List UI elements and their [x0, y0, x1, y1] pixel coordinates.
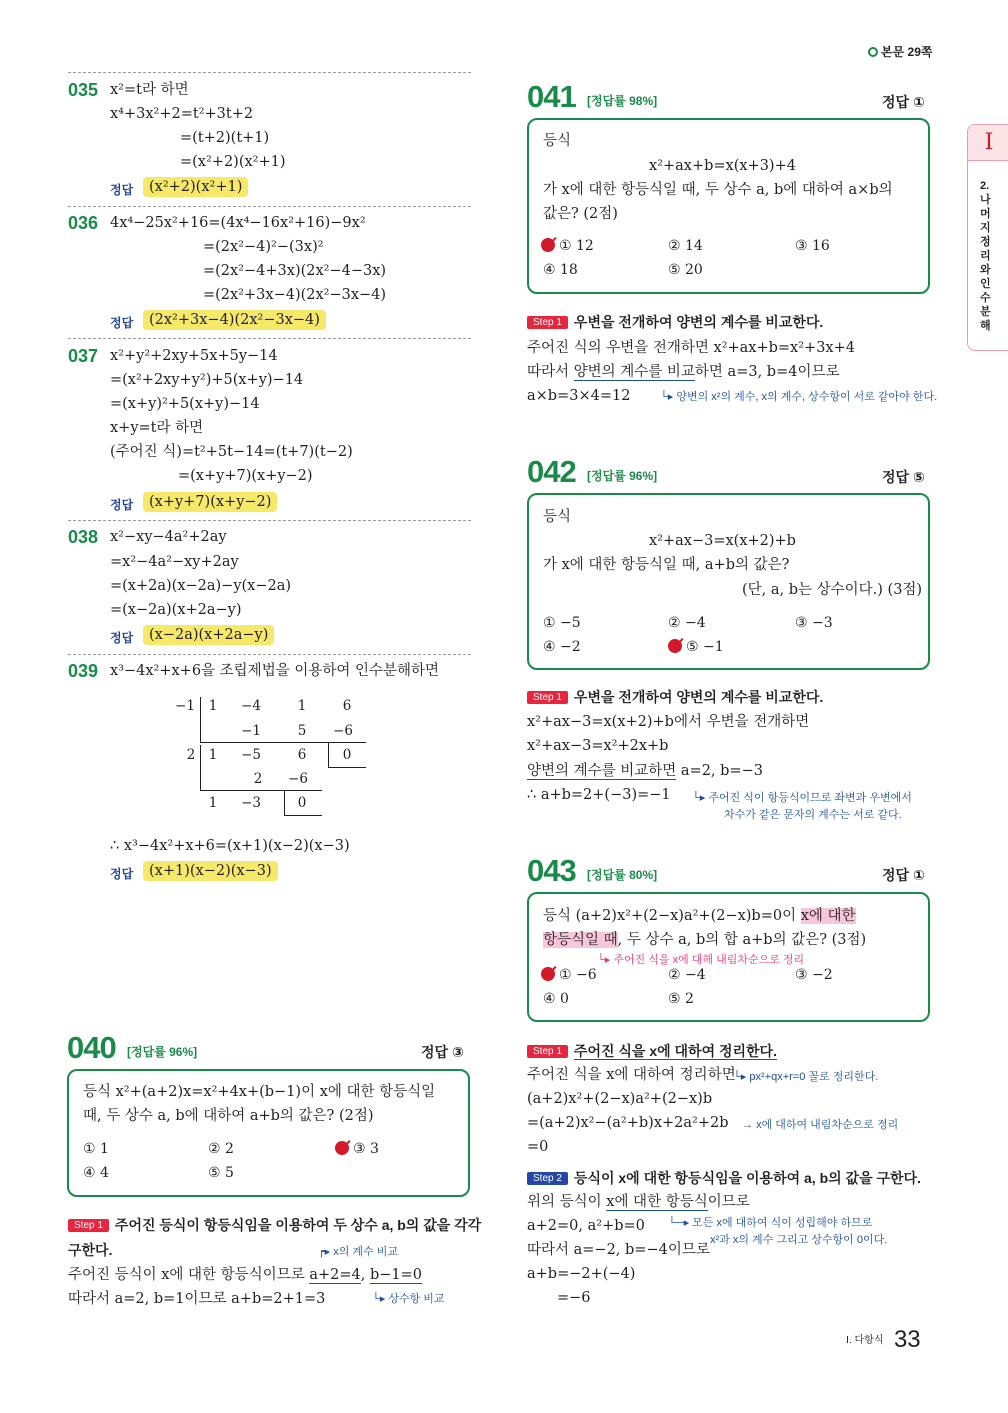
answer-highlight: (x²+2)(x²+1) — [143, 177, 248, 197]
choice-2[interactable]: ② 2 — [208, 1141, 234, 1157]
choice-3-checked[interactable]: ③ 3 — [335, 1141, 379, 1157]
answer-highlight: (x+y+7)(x+y−2) — [143, 492, 277, 512]
divider — [68, 338, 471, 339]
coef-note: └▸ 양변의 x²의 계수, x의 계수, 상수항이 서로 같아야 한다. — [660, 391, 938, 403]
answer-label: 정답 — [110, 867, 134, 881]
circle-outline-icon — [868, 47, 878, 57]
step1-heading: Step 1 우변을 전개하여 양변의 계수를 비교한다. — [527, 312, 823, 332]
problem-number: 041 — [527, 79, 576, 114]
choice-5[interactable]: ⑤ 20 — [668, 262, 703, 278]
chapter-numeral: I — [968, 125, 1008, 161]
problem-number: 039 — [68, 661, 99, 681]
order-note: → x에 대하여 내림차순으로 정리 — [742, 1119, 899, 1131]
choice-5[interactable]: ⑤ 2 — [668, 991, 694, 1007]
answer-label: 정답 — [110, 498, 134, 512]
chapter-side-tab[interactable] — [967, 124, 1008, 351]
choice-5-checked[interactable]: ⑤ −1 — [668, 639, 724, 655]
checkmark-icon — [541, 967, 555, 981]
choice-2[interactable]: ② −4 — [668, 967, 706, 983]
choice-4[interactable]: ④ 4 — [83, 1165, 109, 1181]
problem-number: 040 — [67, 1030, 116, 1065]
choice-2[interactable]: ② −4 — [668, 615, 706, 631]
step-badge: Step 2 — [527, 1172, 568, 1185]
problem-number: 042 — [527, 454, 576, 489]
step1-heading: Step 1 주어진 식을 x에 대하여 정리한다. — [527, 1041, 777, 1061]
problem-number: 037 — [68, 346, 99, 366]
problem-number: 035 — [68, 80, 99, 100]
question-box: 등식 (a+2)x²+(2−x)a²+(2−x)b=0이 x에 대한 항등식일 때, 두 상수 a, b의 합 a+b의 값은? (3점) └▸ 주어진 식을 x에 대해 내림차순으로 정리 ① −6 ② −4 ③ −2 ④ 0 ⑤ 2 — [527, 892, 930, 1022]
correct-rate: [정답률 96%] — [127, 1045, 198, 1059]
checkmark-icon — [335, 1141, 349, 1155]
choice-4[interactable]: ④ 0 — [543, 991, 569, 1007]
step1-heading: Step 1 주어진 등식이 항등식임을 이용하여 두 상수 a, b의 값을 각각 — [68, 1215, 481, 1235]
problem-number: 038 — [68, 527, 99, 547]
problem-number: 043 — [527, 853, 576, 888]
answer-label: 정답 — [110, 183, 134, 197]
choice-5[interactable]: ⑤ 5 — [208, 1165, 234, 1181]
answer-indicator: 정답 ① — [882, 94, 925, 110]
choice-3[interactable]: ③ −3 — [795, 615, 833, 631]
coef-note: ┍▸ x의 계수 비교 — [318, 1246, 398, 1258]
page-number: 33 — [893, 1326, 921, 1353]
divider — [68, 520, 471, 521]
correct-rate: [정답률 98%] — [587, 94, 658, 108]
question-box: 등식 x²+(a+2)x=x²+4x+(b−1)이 x에 대한 항등식일 때, 두 상수 a, b에 대하여 a+b의 값은? (2점) ① 1 ② 2 ③ 3 ④ 4 ⑤ 5 — [67, 1069, 470, 1197]
step-badge: Step 1 — [527, 316, 568, 329]
step-badge: Step 1 — [527, 691, 568, 704]
choice-1[interactable]: ① 1 — [83, 1141, 109, 1157]
form-note: └▸ px²+qx+r=0 꼴로 정리한다. — [733, 1071, 879, 1083]
constant-note: └▸ 상수항 비교 — [372, 1293, 445, 1305]
answer-label: 정답 — [110, 631, 134, 645]
divider — [68, 206, 471, 207]
step2-heading: Step 2 등식이 x에 대한 항등식임을 이용하여 a, b의 값을 구한다. — [527, 1168, 921, 1188]
choice-2[interactable]: ② 14 — [668, 238, 703, 254]
correct-rate: [정답률 96%] — [587, 469, 658, 483]
answer-indicator: 정답 ① — [882, 867, 925, 883]
question-box: 등식 x²+ax−3=x(x+2)+b 가 x에 대한 항등식일 때, a+b의 값은? (단, a, b는 상수이다.) (3점) ① −5 ② −4 ③ −3 ④ −2 ⑤ −1 — [527, 493, 930, 670]
answer-highlight: (x−2a)(x+2a−y) — [143, 625, 274, 645]
choice-1-checked[interactable]: ① −6 — [541, 967, 597, 983]
choice-3[interactable]: ③ 16 — [795, 238, 830, 254]
answer-highlight: (x+1)(x−2)(x−3) — [143, 861, 278, 881]
question-box: 등식 x²+ax+b=x(x+3)+4 가 x에 대한 항등식일 때, 두 상수 a, b에 대하여 a×b의 값은? (2점) ① 12 ② 14 ③ 16 ④ 18 ⑤ 20 — [527, 118, 930, 294]
step-badge: Step 1 — [68, 1219, 109, 1232]
choice-1-checked[interactable]: ① 12 — [541, 238, 594, 254]
checkmark-icon — [668, 639, 682, 653]
answer-indicator: 정답 ③ — [421, 1044, 464, 1060]
step-badge: Step 1 — [527, 1045, 568, 1058]
step1-heading: Step 1 우변을 전개하여 양변의 계수를 비교한다. — [527, 687, 823, 707]
divider — [68, 654, 471, 655]
identity-note: └─▸ 모든 x에 대하여 식이 성립해야 하므로 — [668, 1217, 873, 1229]
section-title: 2.나머지정리와인수분해 — [980, 180, 991, 332]
answer-label: 정답 — [110, 316, 134, 330]
divider — [68, 72, 471, 73]
pink-note: └▸ 주어진 식을 x에 대해 내림차순으로 정리 — [597, 954, 805, 966]
choice-1[interactable]: ① −5 — [543, 615, 581, 631]
problem-number: 036 — [68, 213, 99, 233]
page-reference: 본문 29쪽 — [868, 43, 932, 60]
identity-note: └▸ 주어진 식이 항등식이므로 좌변과 우변에서 — [692, 792, 912, 804]
footer-section: Ⅰ. 다항식 — [846, 1335, 884, 1346]
choice-4[interactable]: ④ 18 — [543, 262, 578, 278]
checkmark-icon — [541, 238, 555, 252]
choice-3[interactable]: ③ −2 — [795, 967, 833, 983]
choice-4[interactable]: ④ −2 — [543, 639, 581, 655]
answer-indicator: 정답 ⑤ — [882, 469, 925, 485]
page-footer — [846, 1326, 921, 1354]
answer-highlight: (2x²+3x−4)(2x²−3x−4) — [143, 310, 326, 330]
correct-rate: [정답률 80%] — [587, 868, 658, 882]
